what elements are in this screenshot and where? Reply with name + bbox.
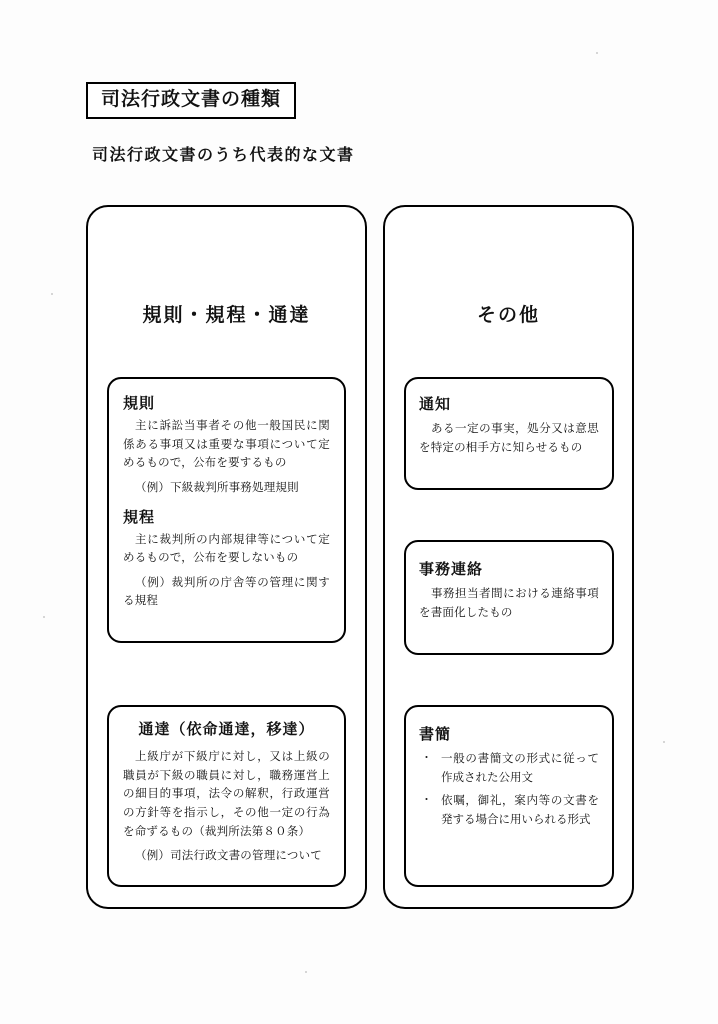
section-divider bbox=[123, 497, 330, 506]
column-other-heading: その他 bbox=[476, 304, 540, 326]
kisoku-paragraph-1: 主に訴訟当事者その他一般国民に関係ある事項又は重要な事項について定めるもので，公布を要するもの bbox=[123, 418, 330, 470]
card-kisoku-kitei bbox=[107, 377, 346, 643]
card-title-tsutatsu: 通達（依命通達，移達） bbox=[138, 720, 315, 738]
column-rules-heading: 規則・規程・通達 bbox=[142, 304, 311, 326]
card-jimurenraku bbox=[404, 540, 614, 655]
card-body-kisoku bbox=[123, 416, 330, 497]
tsutatsu-paragraph-2: （例）司法行政文書の管理について bbox=[135, 848, 322, 863]
jimurenraku-paragraph-1: 事務担当者間における連絡事項を書面化したもの bbox=[419, 586, 599, 619]
shokan-bullet-2-text: 依嘱，御礼，案内等の文書を発する場合に用いられる形式 bbox=[441, 793, 599, 826]
card-title-tsuchi: 通知 bbox=[419, 395, 452, 413]
card-body-kitei bbox=[123, 530, 330, 611]
kitei-paragraph-2: （例）裁判所の庁舎等の管理に関する規程 bbox=[123, 574, 330, 608]
card-title-jimurenraku: 事務連絡 bbox=[419, 560, 484, 578]
shokan-bullet-2 bbox=[419, 791, 599, 828]
kisoku-paragraph-2: （例）下級裁判所事務処理規則 bbox=[135, 479, 299, 494]
scan-speckle bbox=[663, 741, 665, 743]
scan-speckle bbox=[51, 293, 53, 295]
card-body-jimurenraku bbox=[419, 584, 599, 621]
card-title-kisoku: 規則 bbox=[123, 394, 156, 412]
card-tsutatsu bbox=[107, 705, 346, 887]
shokan-bullet-1 bbox=[419, 749, 599, 786]
card-tsuchi bbox=[404, 377, 614, 490]
scan-speckle bbox=[43, 616, 45, 618]
bullet-dot-icon: ・ bbox=[421, 793, 432, 807]
bullet-dot-icon: ・ bbox=[421, 751, 432, 764]
kitei-paragraph-1: 主に裁判所の内部規律等について定めるもので，公布を要しないもの bbox=[123, 531, 330, 565]
tsuchi-paragraph-1: ある一定の事実，処分又は意思を特定の相手方に知らせるもの bbox=[419, 421, 599, 454]
scan-speckle bbox=[596, 52, 598, 54]
shokan-bullet-1-text: 一般の書簡文の形式に従って作成された公用文 bbox=[441, 751, 599, 784]
scan-speckle bbox=[305, 971, 307, 973]
column-rules bbox=[86, 205, 367, 909]
page-subtitle: 司法行政文書のうち代表的な文書 bbox=[92, 145, 355, 164]
card-body-shokan bbox=[419, 749, 599, 829]
card-title-shokan: 書簡 bbox=[419, 725, 452, 743]
card-body-tsuchi bbox=[419, 419, 599, 456]
tsutatsu-paragraph-1: 上級庁が下級庁に対し，又は上級の職員が下級の職員に対し，職務運営上の細目的事項，法令の解釈，行政運営の方針等を指示し，その他一定の行為を命ずるもの（裁判所法第８０条） bbox=[123, 749, 330, 838]
page-title-box bbox=[86, 82, 296, 119]
card-shokan bbox=[404, 705, 614, 887]
card-title-kitei: 規程 bbox=[123, 507, 156, 526]
page-title: 司法行政文書の種類 bbox=[101, 88, 282, 110]
card-body-tsutatsu bbox=[123, 747, 330, 865]
column-other bbox=[383, 205, 634, 909]
